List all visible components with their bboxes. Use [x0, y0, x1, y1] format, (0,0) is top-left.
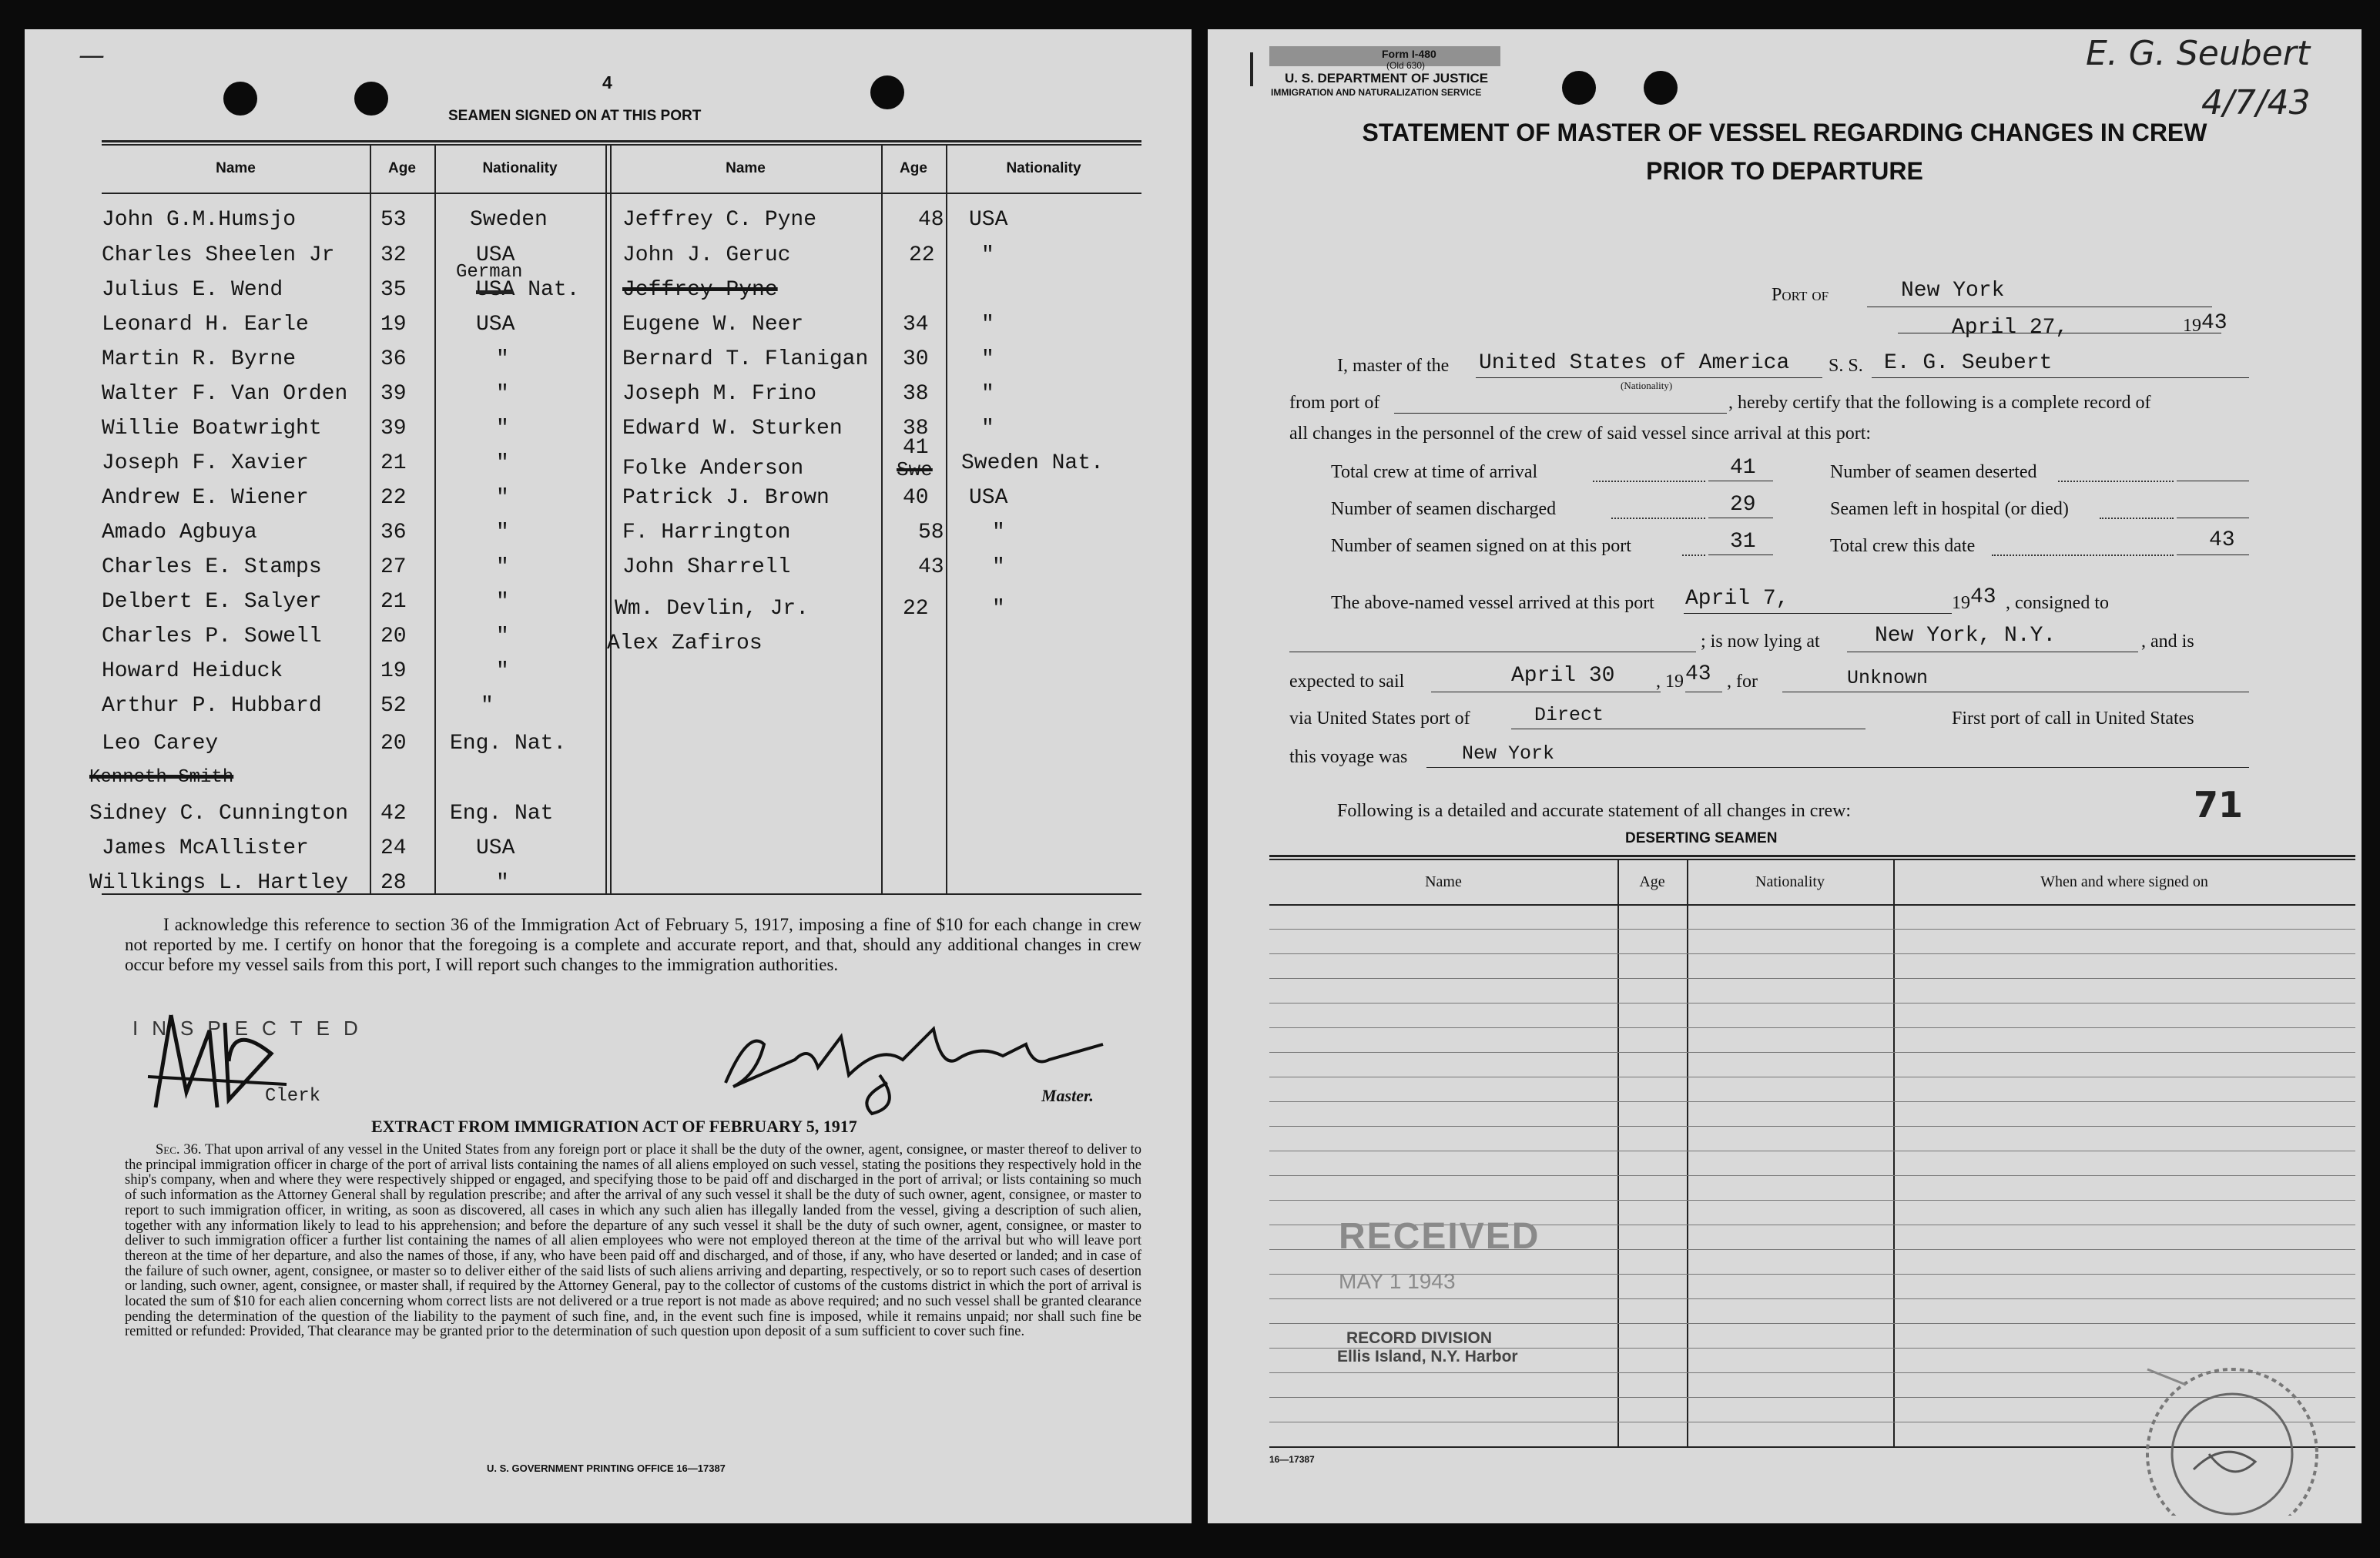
crew-name: Leonard H. Earle — [102, 313, 309, 337]
crew-name-struck: Kenneth Smith — [89, 767, 234, 788]
crew-name: Joseph F. Xavier — [102, 451, 309, 475]
leader-dots — [2058, 481, 2174, 482]
answer-line — [1684, 613, 1952, 614]
punch-hole — [223, 82, 257, 116]
punch-hole — [870, 75, 904, 109]
master-label: Master. — [1041, 1086, 1094, 1105]
crew-age: 43 — [918, 555, 944, 579]
leader-dots — [1593, 481, 1705, 482]
table-rule — [1269, 904, 2355, 906]
expected-year-prefix: , 19 — [1656, 672, 1684, 692]
crew-age: 36 — [380, 347, 407, 371]
leader-dots — [1992, 555, 2174, 556]
expected-label: expected to sail — [1289, 672, 1405, 692]
crew-nationality: " — [496, 417, 509, 441]
crew-nationality: Eng. Nat. — [450, 732, 567, 756]
first-port-label: First port of call in United States — [1952, 709, 2194, 729]
crew-name-struck: Jeffrey Pyne — [622, 278, 778, 302]
crew-nationality: Sweden Nat. — [961, 451, 1104, 475]
crew-nationality: " — [981, 417, 994, 441]
extract-body: That upon arrival of any vessel in the United States from any foreign port or place it shall be the duty of the owner, agent, consignee, or master thereof to deliver to the principal immigration officer in charge of the port of arrival lists containing the names of all aliens employed on such vessel, stating the positions they respectively hold in the ship's company, when and where they were respectively shipped or engaged, and specifying those to be paid off and discharged in the port of arrival; or lists containing so much of such information as the Attorney General shall by regulation prescribe; and after the arrival of any such vessel it shall be the duty of such owner, agent, consignee, or master to report to such immigration officer, in writing, as soon as discovered, all cases in which any such alien has illegally landed from the vessel, giving a description of such alien, together with any information likely to lead to his apprehension; and before the departure of any such vessel it shall be the duty of such owner, agent, consignee, or master to deliver to such immigration officer a further list containing the names of all alien employees who were not employed thereon at the time of the arrival but who will leave port thereon at the time of her departure, and also the names of those, if any, who have been paid off and discharged, and of those, if any, who have deserted or landed; and in case of the failure of such owner, agent, consignee, or master so to deliver either of the said lists of such aliens arriving and departing, respectively, or so to report such cases of desertion or landing, such owner, agent, consignee, or master shall, if required by the Attorney General, pay to the collector of customs of the customs district in which the port of arrival is located the sum of $10 for each alien concerning whom correct lists are not delivered or a true report is not made as above required; and no such vessel shall be granted clearance pending the determination of the question of the liability to the payment of such fine, and, in the event such fine is imposed, while it remains unpaid; nor shall such fine be remitted or refunded: Provided, That clearance may be granted prior to the determination of such question upon deposit of a sum sufficient to cover such fine. — [125, 1142, 1141, 1340]
crew-age: 24 — [380, 836, 407, 860]
right-page — [1208, 29, 2362, 1523]
crew-nationality: USA Nat. — [476, 278, 580, 302]
crew-age: 28 — [380, 871, 407, 895]
crew-name: Arthur P. Hubbard — [102, 694, 322, 718]
expected-year: 43 — [1685, 662, 1711, 686]
ship-name-line — [1872, 377, 2249, 378]
crew-name: Wm. Devlin, Jr. — [615, 597, 810, 621]
crew-nationality: " — [981, 243, 994, 267]
col-nationality-header: Nationality — [482, 160, 558, 176]
margin-mark — [1250, 52, 1253, 86]
record-division: RECORD DIVISION — [1346, 1329, 1493, 1347]
crew-name: Eugene W. Neer — [622, 313, 804, 337]
crew-age: 58 — [918, 521, 944, 544]
crew-nationality: " — [496, 625, 509, 648]
deserting-title: DESERTING SEAMEN — [1625, 830, 1778, 846]
date-year-prefix: 19 — [2183, 316, 2201, 336]
crew-nationality: " — [992, 597, 1005, 621]
crew-age: 42 — [380, 802, 407, 826]
table-row — [1269, 929, 2355, 930]
total-crew-date-label: Total crew this date — [1830, 536, 1976, 556]
total-crew-arrival-label: Total crew at time of arrival — [1331, 462, 1538, 482]
table-row — [1269, 953, 2355, 954]
crew-name: Jeffrey C. Pyne — [622, 208, 817, 232]
table-row — [1269, 1052, 2355, 1053]
form-number: Form I-480 — [1382, 48, 1436, 60]
crew-age: 22 — [380, 486, 407, 510]
crew-name: Julius E. Wend — [102, 278, 283, 302]
crew-nationality: " — [496, 555, 509, 579]
crew-age: 22 — [909, 243, 935, 267]
crew-nationality: " — [496, 871, 509, 895]
column-divider — [610, 144, 612, 893]
ss-label: S. S. — [1829, 356, 1863, 376]
department: U. S. DEPARTMENT OF JUSTICE — [1285, 71, 1489, 85]
seamen-discharged-label: Number of seamen discharged — [1331, 499, 1557, 519]
arrived-value: April 7, — [1685, 587, 1789, 611]
crew-name: F. Harrington — [622, 521, 791, 544]
col-age-header: Age — [900, 160, 927, 176]
crew-age: 48 — [918, 208, 944, 232]
for-value: Unknown — [1847, 667, 1929, 689]
table-row — [1269, 1101, 2355, 1102]
circular-seal — [2101, 1339, 2355, 1516]
crew-name: Bernard T. Flanigan — [622, 347, 869, 371]
crew-nationality: USA — [476, 836, 515, 860]
crew-name: Edward W. Sturken — [622, 417, 843, 441]
col-name-header: Name — [216, 160, 256, 176]
for-label: , for — [1727, 672, 1758, 692]
column-divider — [1893, 859, 1895, 1446]
crew-nationality: USA — [969, 208, 1008, 232]
left-page — [25, 29, 1192, 1523]
crew-age: 32 — [380, 243, 407, 267]
punch-hole — [1644, 71, 1678, 105]
crew-name: Folke Anderson — [622, 457, 804, 481]
via-value: Direct — [1534, 704, 1604, 726]
form-footer: 16—17387 — [1269, 1454, 1315, 1465]
signed-on-label: Number of seamen signed on at this port — [1331, 536, 1631, 556]
crew-age: 35 — [380, 278, 407, 302]
col-nationality-header: Nationality — [1006, 160, 1081, 176]
extract-text — [125, 1143, 1141, 1340]
crew-age: 21 — [380, 590, 407, 614]
table-row — [1269, 1175, 2355, 1176]
crew-age: 52 — [380, 694, 407, 718]
crew-nationality: " — [496, 382, 509, 406]
crew-nationality: " — [981, 347, 994, 371]
crew-name: John G.M.Humsjo — [102, 208, 297, 232]
clerk-label: Clerk — [265, 1086, 321, 1107]
handwritten-ship-name: E. G. Seubert — [2086, 34, 2311, 73]
crew-name: Willkings L. Hartley — [89, 871, 349, 895]
crew-age: 39 — [380, 382, 407, 406]
crew-age: 38 — [903, 417, 929, 441]
nationality-insert: German — [456, 262, 523, 283]
crew-name: Patrick J. Brown — [622, 486, 830, 510]
leader-dots — [1611, 518, 1705, 519]
following-label: Following is a detailed and accurate statement of all changes in crew: — [1337, 801, 1852, 821]
crew-name: Leo Carey — [102, 732, 219, 756]
crew-nationality: " — [992, 555, 1005, 579]
crew-age: 20 — [380, 625, 407, 648]
crew-age: 34 — [903, 313, 929, 337]
crew-age: 39 — [380, 417, 407, 441]
section-title: SEAMEN SIGNED ON AT THIS PORT — [448, 108, 702, 124]
crew-nationality: " — [481, 694, 494, 718]
crew-nationality: Sweden — [470, 208, 548, 232]
voyage-value: New York — [1462, 742, 1555, 765]
received-stamp: RECEIVED — [1339, 1216, 1540, 1257]
answer-line — [1426, 767, 2249, 768]
lying-label: ; is now lying at — [1701, 632, 1820, 652]
master-of-label: I, master of the — [1337, 356, 1450, 376]
crew-age: 40 — [903, 486, 929, 510]
table-row — [1269, 1027, 2355, 1028]
crew-age: 27 — [380, 555, 407, 579]
table-rule — [1269, 855, 2355, 857]
crew-age: 30 — [903, 347, 929, 371]
crew-age: 19 — [380, 313, 407, 337]
certify-text-2: all changes in the personnel of the crew of said vessel since arrival at this port: — [1289, 424, 1872, 444]
crew-name: Martin R. Byrne — [102, 347, 297, 371]
strikeout — [476, 290, 513, 294]
service: IMMIGRATION AND NATURALIZATION SERVICE — [1271, 87, 1482, 98]
crew-nationality: USA — [476, 243, 515, 267]
crew-name: Charles E. Stamps — [102, 555, 322, 579]
extract-title: EXTRACT FROM IMMIGRATION ACT OF FEBRUARY 5, 1917 — [371, 1117, 857, 1136]
crew-name: Alex Zafiros — [607, 632, 763, 655]
crew-nationality: " — [496, 659, 509, 683]
crew-name: Willie Boatwright — [102, 417, 322, 441]
arrived-year: 43 — [1970, 585, 1996, 609]
certify-text: , hereby certify that the following is a complete record of — [1728, 393, 2151, 413]
crew-age: 19 — [380, 659, 407, 683]
col-nationality-header: Nationality — [1755, 873, 1825, 890]
table-row — [1269, 1298, 2355, 1299]
expected-value: April 30 — [1511, 664, 1615, 688]
table-rule — [1269, 859, 2355, 860]
total-crew-date: 43 — [2209, 528, 2235, 552]
page-number: 4 — [602, 72, 612, 92]
struck-nationality: Swe — [897, 458, 933, 481]
seamen-deserted-label: Number of seamen deserted — [1830, 462, 2037, 482]
crew-name: Andrew E. Wiener — [102, 486, 309, 510]
and-is-label: , and is — [2141, 632, 2194, 652]
crew-name: Charles Sheelen Jr — [102, 243, 335, 267]
punch-hole — [354, 82, 388, 116]
col-age-header: Age — [1639, 873, 1665, 890]
voyage-label: this voyage was — [1289, 747, 1408, 767]
arrived-year-prefix: 19 — [1952, 593, 1970, 613]
table-row — [1269, 1323, 2355, 1324]
seamen-hospital-label: Seamen left in hospital (or died) — [1830, 499, 2069, 519]
column-divider — [605, 144, 607, 893]
crew-name: Joseph M. Frino — [622, 382, 817, 406]
corner-mark: — — [79, 40, 105, 71]
crew-age: 38 — [903, 382, 929, 406]
nationality-line — [1476, 377, 1822, 378]
leader-dots — [1682, 555, 1705, 556]
from-port-line — [1394, 413, 1727, 414]
crew-nationality: " — [496, 521, 509, 544]
table-top-rule — [102, 144, 1141, 146]
column-divider — [434, 144, 436, 893]
crew-name: John Sharrell — [622, 555, 791, 579]
consigned-label: , consigned to — [2006, 593, 2109, 613]
crew-name: John J. Geruc — [622, 243, 791, 267]
crew-name: Charles P. Sowell — [102, 625, 322, 648]
punch-hole — [1562, 71, 1596, 105]
crew-age: 36 — [380, 521, 407, 544]
col-name-header: Name — [726, 160, 766, 176]
table-row — [1269, 1200, 2355, 1201]
column-divider — [1617, 859, 1619, 1446]
column-divider — [1687, 859, 1688, 1446]
ellis-island: Ellis Island, N.Y. Harbor — [1337, 1348, 1518, 1365]
port-of-value: New York — [1901, 279, 2005, 303]
form-sub: (Old 630) — [1386, 60, 1426, 71]
received-date: MAY 1 1943 — [1339, 1269, 1456, 1293]
crew-nationality: " — [496, 451, 509, 475]
crew-name: Delbert E. Salyer — [102, 590, 322, 614]
col-age-header: Age — [388, 160, 416, 176]
crew-age: 53 — [380, 208, 407, 232]
date-value: April 27, — [1952, 316, 2069, 340]
inspected-stamp: INSPECTED — [132, 1017, 372, 1040]
crew-nationality: USA — [476, 313, 515, 337]
table-header-rule — [102, 193, 1141, 194]
ship-name: E. G. Seubert — [1884, 351, 2053, 375]
crew-nationality: " — [981, 382, 994, 406]
crew-age: 41 — [903, 436, 929, 460]
printing-office: U. S. GOVERNMENT PRINTING OFFICE 16—17387 — [487, 1463, 726, 1474]
crew-name: Howard Heiduck — [102, 659, 283, 683]
via-label: via United States port of — [1289, 709, 1470, 729]
total-crew-arrival: 41 — [1730, 456, 1756, 480]
lying-value: New York, N.Y. — [1875, 624, 2057, 648]
crew-nationality: " — [496, 486, 509, 510]
arrived-label: The above-named vessel arrived at this port — [1331, 593, 1654, 613]
crew-nationality: " — [496, 347, 509, 371]
nationality-caption: (Nationality) — [1621, 380, 1673, 391]
column-divider — [881, 144, 883, 893]
acknowledgment-text: I acknowledge this reference to section 36 of the Immigration Act of February 5, 1917, imposing a fine of $10 for each change in crew not reported by me. I certify on honor that the foregoing is a complete and accurate report, and that, should any additional changes in crew occur before my vessel sails from this port, I will report such changes to the immigration authorities. — [125, 915, 1141, 974]
from-port-label: from port of — [1289, 393, 1380, 413]
crew-nationality: " — [992, 521, 1005, 544]
port-of-label: Port of — [1772, 285, 1829, 305]
crew-age: 22 — [903, 597, 929, 621]
crew-name: Sidney C. Cunnington — [89, 802, 349, 826]
col-when-where-header: When and where signed on — [2040, 873, 2208, 890]
col-name-header: Name — [1425, 873, 1462, 890]
date-year: 43 — [2201, 311, 2227, 335]
crew-name: Amado Agbuya — [102, 521, 257, 544]
signed-on: 31 — [1730, 530, 1756, 554]
column-divider — [370, 144, 371, 893]
crew-age: 21 — [380, 451, 407, 475]
nationality-value: United States of America — [1479, 351, 1790, 375]
leader-dots — [2100, 518, 2174, 519]
table-top-rule — [102, 140, 1141, 142]
form-subtitle: PRIOR TO DEPARTURE — [1646, 157, 1923, 185]
handwritten-date: 4/7/43 — [2201, 83, 2311, 122]
crew-nationality: " — [496, 590, 509, 614]
crew-nationality: USA — [969, 486, 1008, 510]
handwritten-number: 71 — [2194, 784, 2244, 826]
form-title: STATEMENT OF MASTER OF VESSEL REGARDING CHANGES IN CREW — [1362, 119, 2207, 146]
column-divider — [946, 144, 947, 893]
crew-nationality: Eng. Nat — [450, 802, 554, 826]
table-row — [1269, 978, 2355, 979]
seamen-discharged: 29 — [1730, 493, 1756, 517]
crew-age: 20 — [380, 732, 407, 756]
table-row — [1269, 1126, 2355, 1127]
crew-name: James McAllister — [102, 836, 309, 860]
crew-nationality: " — [981, 313, 994, 337]
sec-label: Sec. 36. — [156, 1142, 202, 1158]
crew-name: Walter F. Van Orden — [102, 382, 348, 406]
